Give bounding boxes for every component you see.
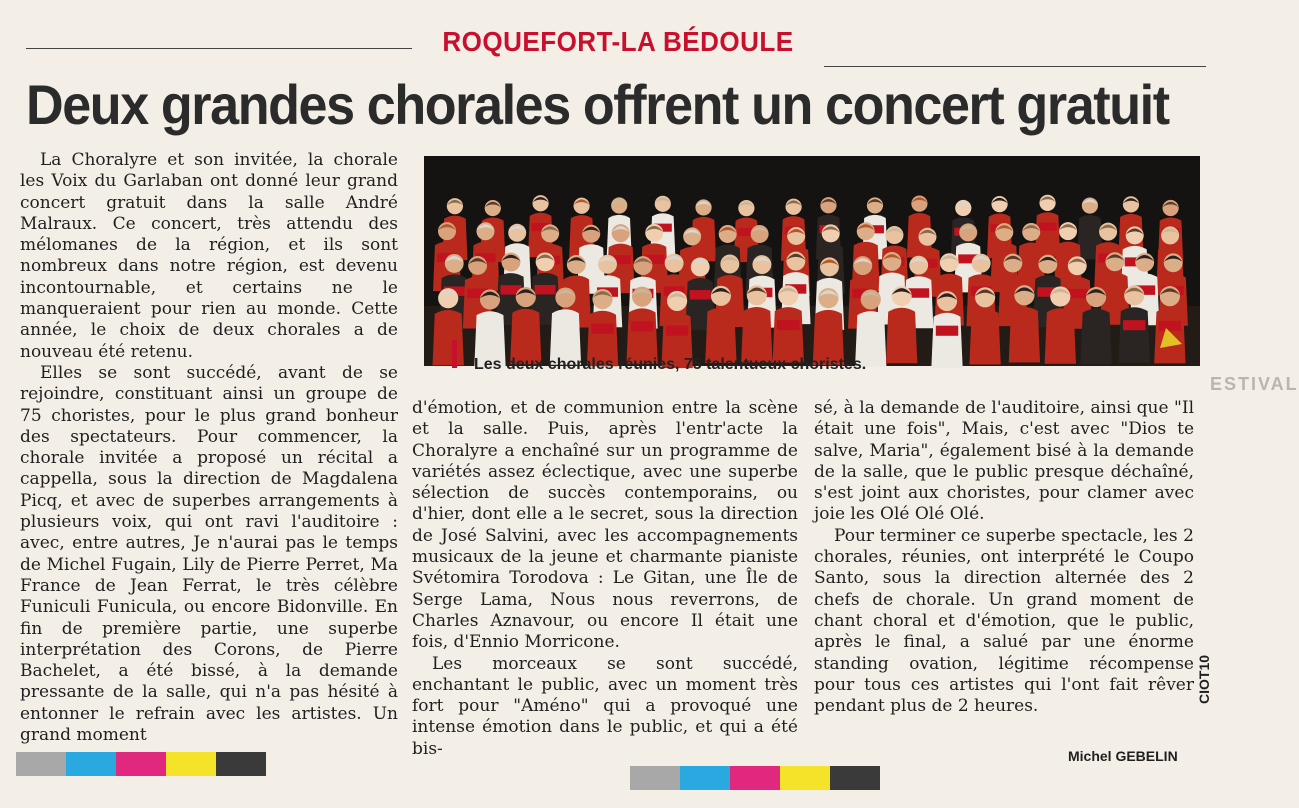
swatch-magenta: [116, 752, 166, 776]
section-kicker: ROQUEFORT-LA BÉDOULE: [442, 26, 794, 57]
singer-body: [969, 309, 1000, 364]
swatch-magenta: [730, 766, 780, 790]
adjacent-page-fragment: ESTIVAL: [1210, 374, 1299, 394]
music-folder: [535, 285, 556, 294]
swatch-yellow: [780, 766, 830, 790]
margin-code: CIOT10: [1196, 654, 1212, 704]
singer-body: [886, 308, 917, 363]
author-byline: Michel GEBELIN: [1068, 748, 1178, 764]
swatch-black: [830, 766, 880, 790]
music-folder: [936, 326, 958, 336]
singer-body: [1080, 309, 1111, 364]
music-folder: [1159, 321, 1181, 331]
paragraph: d'émotion, et de communion entre la scène et la salle. Puis, après l'entr'acte la Choralyre a enchaîné sur un programme de variétés assez éclectique, avec une superbe sélection de succès contemporains, ou d'hier, dont elle a le secret, sous la direction de José Salvini, avec les accompagnements musicaux de la jeune et charmante pianiste Svétomira Torodova : Le Gitan, une Île de Serge Lama, Nous nous reverrons, de Charles Aznavour, ou encore Il était une fois, d'Ennio Morricone.: [412, 398, 798, 653]
article-column-1: [20, 150, 398, 746]
swatch-gray: [16, 752, 66, 776]
singer-body: [1119, 307, 1150, 362]
music-folder: [777, 320, 799, 330]
print-color-bar-left: [16, 752, 266, 776]
caption-marker: [452, 340, 457, 368]
singer-body: [773, 307, 804, 362]
choir-photo: [424, 156, 1200, 366]
swatch-yellow: [166, 752, 216, 776]
paragraph: La Choralyre et son invitée, la chorale les Voix du Garlaban ont donné leur grand concert gratuit dans la salle André Malraux. Ce concert, très attendu des mélomanes de la région, et ils sont nombreux dans notre région, est devenu incontournable, et certains ne le manqueraient pour rien au monde. Cette année, le choix de deux chorales a de nouveau été retenu.: [20, 150, 398, 362]
paragraph: Les morceaux se sont succédé, enchantant le public, avec un moment très fort pour "Améno" qui a provoqué une intense émotion dans le public, et qui a été bis-: [412, 653, 798, 759]
photo-caption: Les deux chorales réunies, 75 talentueux choristes.: [474, 356, 867, 373]
music-folder: [666, 326, 688, 336]
music-folder: [1123, 320, 1145, 330]
article-headline: Deux grandes chorales offrent un concert gratuit: [26, 73, 1169, 136]
print-color-bar-right: [630, 766, 880, 790]
swatch-black: [216, 752, 266, 776]
music-folder: [1039, 223, 1057, 231]
singer-body: [931, 313, 962, 368]
paragraph: Pour terminer ce superbe spectacle, les 2 chorales, réunies, ont interprété le Coupo Santo, sous la direction alternée des 2 chefs de chorale. Un grand moment de chant choral et d'émotion, que le public, après le final, a salué par une énorme standing ovation, légitime récompense pour tous ces artistes qui l'ont fait rêver pendant plus de 2 heures.: [814, 525, 1194, 717]
music-folder: [631, 321, 653, 331]
swatch-gray: [630, 766, 680, 790]
singer-body: [1009, 307, 1040, 362]
music-folder: [591, 324, 613, 334]
paragraph: sé, à la demande de l'auditoire, ainsi que "Il était une fois", Mais, c'est avec "Dios te salve, Maria", également bisé à la demande de la salle, que le public presque déchaîné, s'est joint aux choristes, pour clamer avec joie les Olé Olé Olé.: [814, 398, 1194, 525]
swatch-cyan: [680, 766, 730, 790]
singer-body: [741, 307, 772, 362]
music-folder: [690, 290, 711, 299]
swatch-cyan: [66, 752, 116, 776]
article-column-2: [412, 398, 798, 760]
paragraph: Elles se sont succédé, avant de se rejoindre, constituant ainsi un groupe de 75 choristes, pour le plus grand bonheur des spectateurs. Pour commencer, la chorale invitée a proposé un récital a cappella, sous la direction de Magdalena Picq, et avec de superbes arrangements à plusieurs voix, qui ont ravi l'auditoire : avec, entre autres, Je n'aurai pas le temps de Michel Fugain, Lily de Pierre Perret, Ma France de Jean Ferrat, le très célèbre Funiculi Funicula, ou encore Bidonville. En fin de première partie, une superbe interprétation des Corons, de Pierre Bachelet, a été bissé, à la demande pressante de la salle, qui n'a pas hésité à entonner le refrain avec les artistes. Un grand moment: [20, 362, 398, 746]
singer-body: [1045, 308, 1076, 363]
header-rule-left: [26, 48, 412, 49]
singer-body: [433, 310, 464, 365]
choir-photo-image: [424, 156, 1200, 366]
header-rule-right: [824, 66, 1206, 67]
article-column-3: [814, 398, 1194, 717]
singer-body: [705, 308, 736, 363]
